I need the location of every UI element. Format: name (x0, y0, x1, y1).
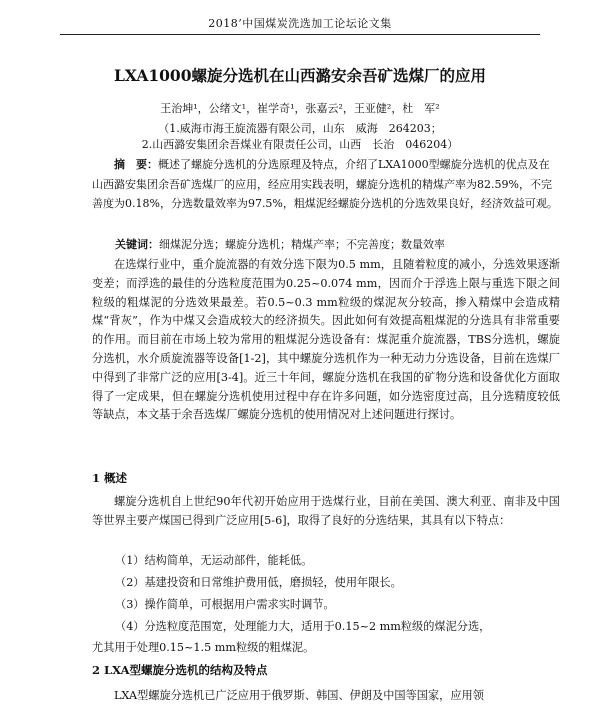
list-item: （2）基建投资和日常维护费用低，磨损轻，使用年限长。 (115, 576, 402, 589)
keywords (115, 236, 560, 252)
abstract-text: 概述了螺旋分选机的分选原理及特点，介绍了LXA1000型螺旋分选机的优点及在山西潞安集团余吾矿选煤厂的应用，经应用实践表明，螺旋分选机的精煤产率为82.59%，不完善度为0.18%，分选数量效率为97.5%，粗煤泥经螺旋分选机的分选效果良好，经济效益可观。 (92, 158, 558, 210)
feature-4-continuation: 尤其用于处理0.15~1.5 mm粒级的粗煤泥。 (92, 641, 315, 654)
keywords-text: 细煤泥分选；螺旋分选机；精煤产率；不完善度；数量效率 (159, 238, 445, 251)
section-1-paragraph: 螺旋分选机自上世纪90年代初开始应用于选煤行业，目前在美国、澳大利亚、南非及中国等世界主要产煤国已得到广泛应用[5-6]，取得了良好的分选结果，其具有以下特点： (92, 495, 560, 527)
running-header: 2018’中国煤炭洗选加工论坛论文集 (60, 14, 540, 35)
list-item: （3）操作简单，可根据用户需求实时调节。 (115, 598, 335, 611)
affiliation-2: 2.山西潞安集团余吾煤业有限责任公司，山西 长治 046204） (141, 138, 459, 151)
section-1-heading: 1 概述 (92, 471, 128, 485)
list-item: （4）分选粒度范围宽，处理能力大，适用于0.15~2 mm粒级的煤泥分选， (115, 620, 491, 633)
intro-paragraph: 在选煤行业中，重介旋流器的有效分选下限为0.5 mm，且随着粒度的减小，分选效果逐渐变差；而浮选的最佳的分选粒度范围为0.25~0.074 mm，因而介于浮选上限与重选下限之间粒级的粗煤泥的分选效果最差。若0.5~0.3 mm粒级的煤泥灰分较高，掺入精煤中会造成精煤“背灰”，作为中煤又会造成较大的经济损失。因此如何有效提高粗煤泥的分选具有非常重要的作用。而目前在市场上较为常用的粗煤泥分选设备有：煤泥重介旋流器，TBS分选机，螺旋分选机，水介质旋流器等设备[1-2]，其中螺旋分选机作为一种无动力分选设备，目前在选煤厂中得到了非常广泛的应用[3-4]。近三十年间，螺旋分选机在我国的矿物分选和设备优化方面取得了一定成果，但在螺旋分选机使用过程中存在许多问题，如分选密度过高，且分选精度较低等缺点，本文基于余吾选煤厂螺旋分选机的使用情况对上述问题进行探讨。 (92, 258, 560, 422)
abstract-label: 摘 要： (114, 158, 158, 171)
section-2-paragraph: LXA型螺旋分选机已广泛应用于俄罗斯、韩国、伊朗及中国等国家，应用领 (114, 689, 484, 702)
abstract (92, 155, 560, 214)
feature-list (115, 552, 560, 640)
section-2-heading: 2 LXA型螺旋分选机的结构及特点 (92, 663, 268, 677)
affiliation-1: （1.威海市海王旋流器有限公司，山东 威海 264203； (158, 122, 442, 135)
paper-title: LXA1000螺旋分选机在山西潞安余吾矿选煤厂的应用 (113, 66, 487, 85)
keywords-label: 关键词： (115, 238, 159, 251)
list-item: （1）结构简单，无运动部件，能耗低。 (115, 554, 313, 567)
authors: 王治坤¹，公绪文¹，崔学奇¹，张嘉云²，王亚健²，杜 军² (160, 102, 440, 115)
